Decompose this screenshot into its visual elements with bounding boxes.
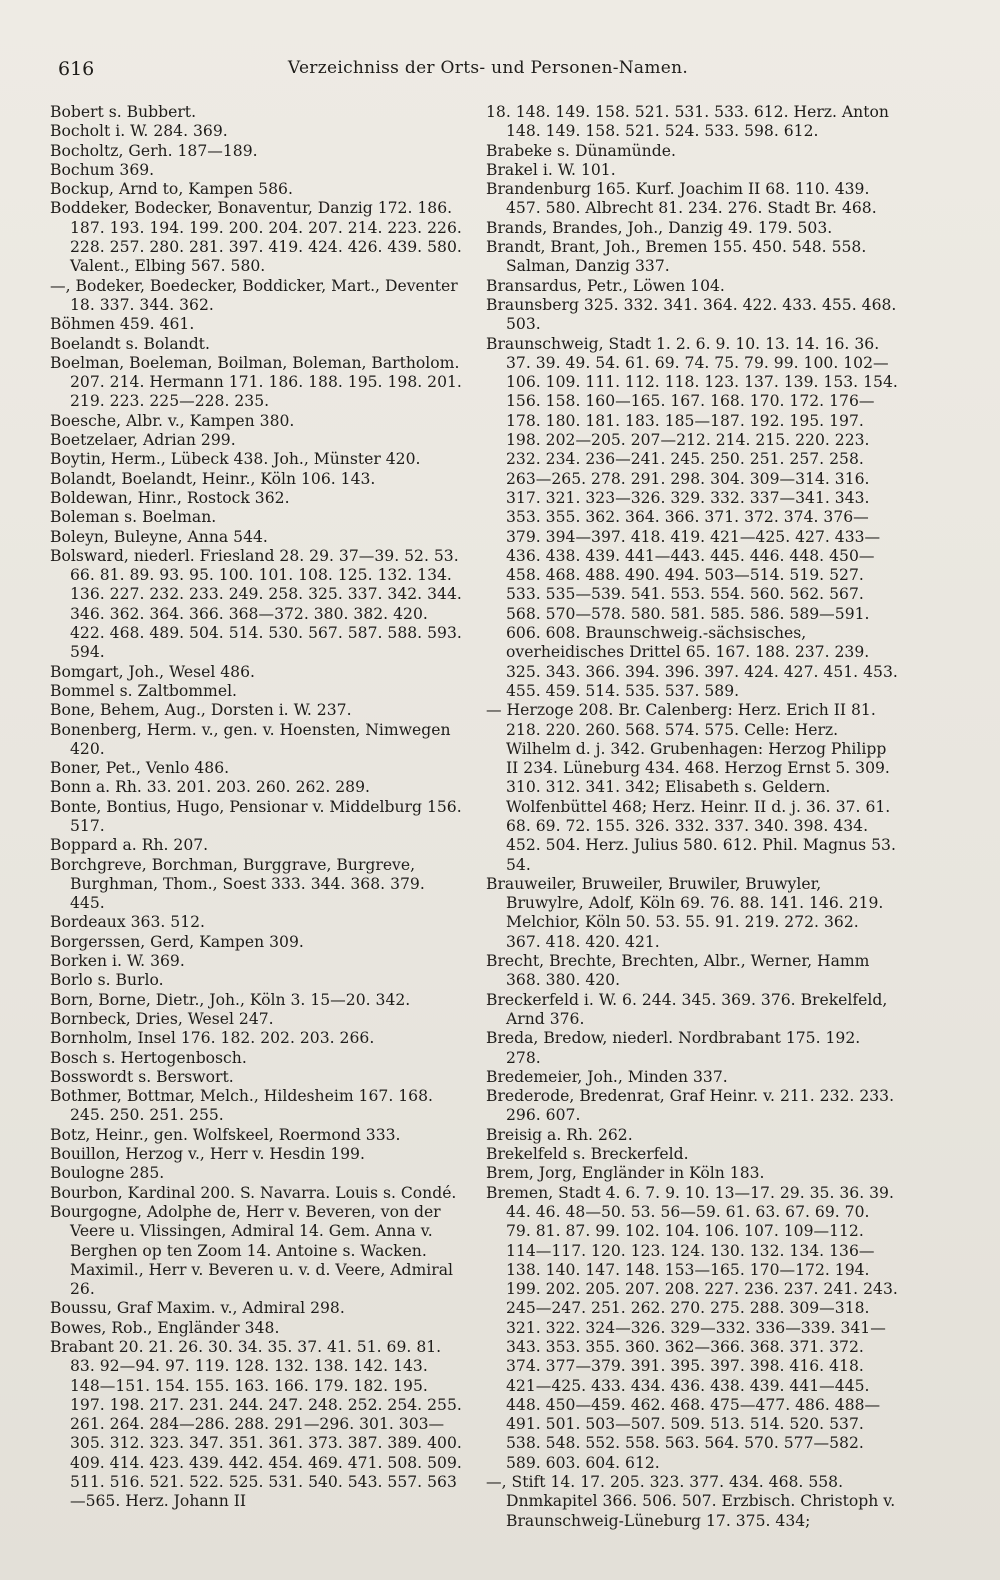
page-title: Verzeichniss der Orts- und Personen-Namen. <box>287 58 689 78</box>
index-entry: Boelandt s. Bolandt. <box>50 334 210 353</box>
index-entry: Brabeke s. Dünamünde. <box>486 141 676 160</box>
index-entry: Bornbeck, Dries, Wesel 247. <box>50 1009 274 1028</box>
index-entry: —, Stift 14. 17. 205. 323. 377. 434. 468. 558. Dnmkapitel 366. 506. 507. Erzbisch. Christoph v. Braunschweig-Lüneburg 17. 375. 434; <box>486 1473 896 1530</box>
index-entry: Brandt, Brant, Joh., Bremen 155. 450. 548. 558. Salman, Danzig 337. <box>486 238 867 276</box>
index-entry: Bomgart, Joh., Wesel 486. <box>50 662 255 681</box>
index-entry: Bornholm, Insel 176. 182. 202. 203. 266. <box>50 1029 375 1048</box>
index-entry: Bonenberg, Herm. v., gen. v. Hoensten, Nimwegen 420. <box>50 720 451 758</box>
index-entry: Bocholt i. W. 284. 369. <box>50 122 228 141</box>
index-entry: Brecht, Brechte, Brechten, Albr., Werner, Hamm 368. 380. 420. <box>486 952 870 990</box>
index-entry: Brabant 20. 21. 26. 30. 34. 35. 37. 41. 51. 69. 81. 83. 92—94. 97. 119. 128. 132. 138. 142. 143. 148—151. 154. 155. 163. 166. 179. 182. 195. 197. 198. 217. 231. 244. 247. 248. 252. 254. 255. 261. 264. 284—286. 288. 291—296. 301. 303—305. 312. 323. 347. 351. 361. 373. 387. 389. 400. 409. 414. 423. 439. 442. 454. 469. 471. 508. 509. 511. 516. 521. 522. 525. 531. 540. 543. 557. 563—565. Herz. Johann II <box>50 1338 462 1511</box>
index-entry: Brekelfeld s. Breckerfeld. <box>486 1145 689 1164</box>
index-entry: Bobert s. Bubbert. <box>50 103 197 121</box>
index-entry: Bredemeier, Joh., Minden 337. <box>486 1067 728 1086</box>
index-entry: Bourbon, Kardinal 200. S. Navarra. Louis s. Condé. <box>50 1183 457 1202</box>
index-entry: Borlo s. Burlo. <box>50 971 164 990</box>
index-entry: Boleman s. Boelman. <box>50 508 217 527</box>
index-entry: Bockup, Arnd to, Kampen 586. <box>50 180 293 199</box>
index-entry: Boulogne 285. <box>50 1164 165 1183</box>
index-entry: Bocholtz, Gerh. 187—189. <box>50 141 258 160</box>
index-entry: Boesche, Albr. v., Kampen 380. <box>50 411 295 430</box>
index-entry: Bochum 369. <box>50 160 155 179</box>
index-entry: Borken i. W. 369. <box>50 952 185 971</box>
index-entry: Breisig a. Rh. 262. <box>486 1125 633 1144</box>
index-entry: Boldewan, Hinr., Rostock 362. <box>50 488 290 507</box>
index-entry: Boytin, Herm., Lübeck 438. Joh., Münster 420. <box>50 450 421 469</box>
index-entry: Bonn a. Rh. 33. 201. 203. 260. 262. 289. <box>50 778 370 797</box>
index-entry: Bone, Behem, Aug., Dorsten i. W. 237. <box>50 701 352 720</box>
index-entry: Botz, Heinr., gen. Wolfskeel, Roermond 333. <box>50 1125 401 1144</box>
index-entry: Bowes, Rob., Engländer 348. <box>50 1318 280 1337</box>
index-entry: Bonte, Bontius, Hugo, Pensionar v. Middelburg 156. 517. <box>50 797 462 835</box>
index-entry: Bordeaux 363. 512. <box>50 913 206 932</box>
index-entry: Bosch s. Hertogenbosch. <box>50 1048 247 1067</box>
index-entry: Boussu, Graf Maxim. v., Admiral 298. <box>50 1299 345 1318</box>
index-entry: Born, Borne, Dietr., Joh., Köln 3. 15—20. 342. <box>50 990 411 1009</box>
index-entry: —, Bodeker, Boedecker, Boddicker, Mart., Deventer 18. 337. 344. 362. <box>50 276 458 314</box>
index-entry: Boelman, Boeleman, Boilman, Boleman, Bartholom. 207. 214. Hermann 171. 186. 188. 195. 198. 201. 219. 223. 225—228. 235. <box>50 353 462 411</box>
index-entry: Bolandt, Boelandt, Heinr., Köln 106. 143. <box>50 469 376 488</box>
index-entry: Breckerfeld i. W. 6. 244. 345. 369. 376. Brekelfeld, Arnd 376. <box>486 990 888 1028</box>
page-header <box>58 58 918 88</box>
index-entry: Braunschweig, Stadt 1. 2. 6. 9. 10. 13. 14. 16. 36. 37. 39. 49. 54. 61. 69. 74. 75. 79. 99. 100. 102—106. 109. 111. 112. 118. 123. 137. 139. 153. 154. 156. 158. 160—165. 167. 168. 170. 172. 176—178. 180. 181. 183. 185—187. 192. 195. 197. 198. 202—205. 207—212. 214. 215. 220. 223. 232. 234. 236—241. 245. 250. 251. 257. 258. 263—265. 278. 291. 298. 304. 309—314. 316. 317. 321. 323—326. 329. 332. 337—341. 343. 353. 355. 362. 364. 366. 371. 372. 374. 376—379. 394—397. 418. 419. 421—425. 427. 433—436. 438. 439. 441—443. 445. 446. 448. 450—458. 468. 488. 490. 494. 503—514. 519. 527. 533. 535—539. 541. 553. 554. 560. 562. 567. 568. 570—578. 580. 581. 585. 586. 589—591. 606. 608. Braunschweig.-sächsisches, overheidisches Drittel 65. 167. 188. 237. 239. 325. 343. 366. 394. 396. 397. 424. 427. 451. 453. 455. 459. 514. 535. 537. 589. <box>486 334 898 700</box>
page-number: 616 <box>58 58 95 80</box>
index-entry: Böhmen 459. 461. <box>50 315 195 334</box>
index-entry: Bolsward, niederl. Friesland 28. 29. 37—39. 52. 53. 66. 81. 89. 93. 95. 100. 101. 108. 125. 132. 134. 136. 227. 232. 233. 249. 258. 325. 337. 342. 344. 346. 362. 364. 366. 368—372. 380. 382. 420. 422. 468. 489. 504. 514. 530. 567. 587. 588. 593. 594. <box>50 546 462 662</box>
index-entry: Brauweiler, Bruweiler, Bruwiler, Bruwyler, Bruwylre, Adolf, Köln 69. 76. 88. 141. 146. 219. Melchior, Köln 50. 53. 55. 91. 219. 272. 362. 367. 418. 420. 421. <box>486 874 884 951</box>
index-entry: Boleyn, Buleyne, Anna 544. <box>50 527 268 546</box>
index-entry: Bremen, Stadt 4. 6. 7. 9. 10. 13—17. 29. 35. 36. 39. 44. 46. 48—50. 53. 56—59. 61. 63. 67. 69. 70. 79. 81. 87. 99. 102. 104. 106. 107. 109—112. 114—117. 120. 123. 124. 130. 132. 134. 136—138. 140. 147. 148. 153—165. 170—172. 194. 199. 202. 205. 207. 208. 227. 236. 237. 241. 243. 245—247. 251. 262. 270. 275. 288. 309—318. 321. 322. 324—326. 329—332. 336—339. 341—343. 353. 355. 360. 362—366. 368. 371. 372. 374. 377—379. 391. 395. 397. 398. 416. 418. 421—425. 433. 434. 436. 438. 439. 441—445. 448. 450—459. 462. 468. 475—477. 486. 488—491. 501. 503—507. 509. 513. 514. 520. 537. 538. 548. 552. 558. 563. 564. 570. 577—582. 589. 603. 604. 612. <box>486 1183 898 1472</box>
index-entry: Brakel i. W. 101. <box>486 160 616 179</box>
index-entry: Bransardus, Petr., Löwen 104. <box>486 276 725 295</box>
index-entry: Brederode, Bredenrat, Graf Heinr. v. 211. 232. 233. 296. 607. <box>486 1087 895 1125</box>
index-entry: Bouillon, Herzog v., Herr v. Hesdin 199. <box>50 1145 365 1164</box>
index-entry: Brem, Jorg, Engländer in Köln 183. <box>486 1164 765 1183</box>
index-entry: Boppard a. Rh. 207. <box>50 836 209 855</box>
index-entry: Bosswordt s. Berswort. <box>50 1067 234 1086</box>
index-entry: 18. 148. 149. 158. 521. 531. 533. 612. Herz. Anton 148. 149. 158. 521. 524. 533. 598. 612. <box>486 103 889 141</box>
index-entry: — Herzoge 208. Br. Calenberg: Herz. Erich II 81. 218. 220. 260. 568. 574. 575. Celle: Herz. Wilhelm d. j. 342. Grubenhagen: Herzog Philipp II 234. Lüneburg 434. 468. Herzog Ernst 5. 309. 310. 312. 341. 342; Elisabeth s. Geldern. Wolfenbüttel 468; Herz. Heinr. II d. j. 36. 37. 61. 68. 69. 72. 155. 326. 332. 337. 340. 398. 434. 452. 504. Herz. Julius 580. 612. Phil. Magnus 53. 54. <box>486 701 896 874</box>
index-entry: Bommel s. Zaltbommel. <box>50 681 238 700</box>
index-entry: Brands, Brandes, Joh., Danzig 49. 179. 503. <box>486 218 833 237</box>
index-entry: Boner, Pet., Venlo 486. <box>50 759 230 778</box>
index-entry: Bourgogne, Adolphe de, Herr v. Beveren, von der Veere u. Vlissingen, Admiral 14. Gem. Anna v. Berghen op ten Zoom 14. Antoine s. Wacken. Maximil., Herr v. Beveren u. v. d. Veere, Admiral 26. <box>50 1202 454 1299</box>
index-entry: Bothmer, Bottmar, Melch., Hildesheim 167. 168. 245. 250. 251. 255. <box>50 1087 433 1125</box>
index-entry: Borchgreve, Borchman, Burggrave, Burgreve, Burghman, Thom., Soest 333. 344. 368. 379. 445. <box>50 855 425 913</box>
index-entry: Breda, Bredow, niederl. Nordbrabant 175. 192. 278. <box>486 1029 861 1067</box>
index-entry: Borgerssen, Gerd, Kampen 309. <box>50 932 304 951</box>
index-column-left <box>50 103 462 1563</box>
index-entry: Braunsberg 325. 332. 341. 364. 422. 433. 455. 468. 503. <box>486 295 897 334</box>
index-column-right <box>486 103 898 1563</box>
index-entry: Brandenburg 165. Kurf. Joachim II 68. 110. 439. 457. 580. Albrecht 81. 234. 276. Stadt Br. 468. <box>486 180 877 218</box>
index-entry: Boetzelaer, Adrian 299. <box>50 431 236 450</box>
index-entry: Boddeker, Bodecker, Bonaventur, Danzig 172. 186. 187. 193. 194. 199. 200. 204. 207. 214. 223. 226. 228. 257. 280. 281. 397. 419. 424. 426. 439. 580. Valent., Elbing 567. 580. <box>50 199 462 276</box>
